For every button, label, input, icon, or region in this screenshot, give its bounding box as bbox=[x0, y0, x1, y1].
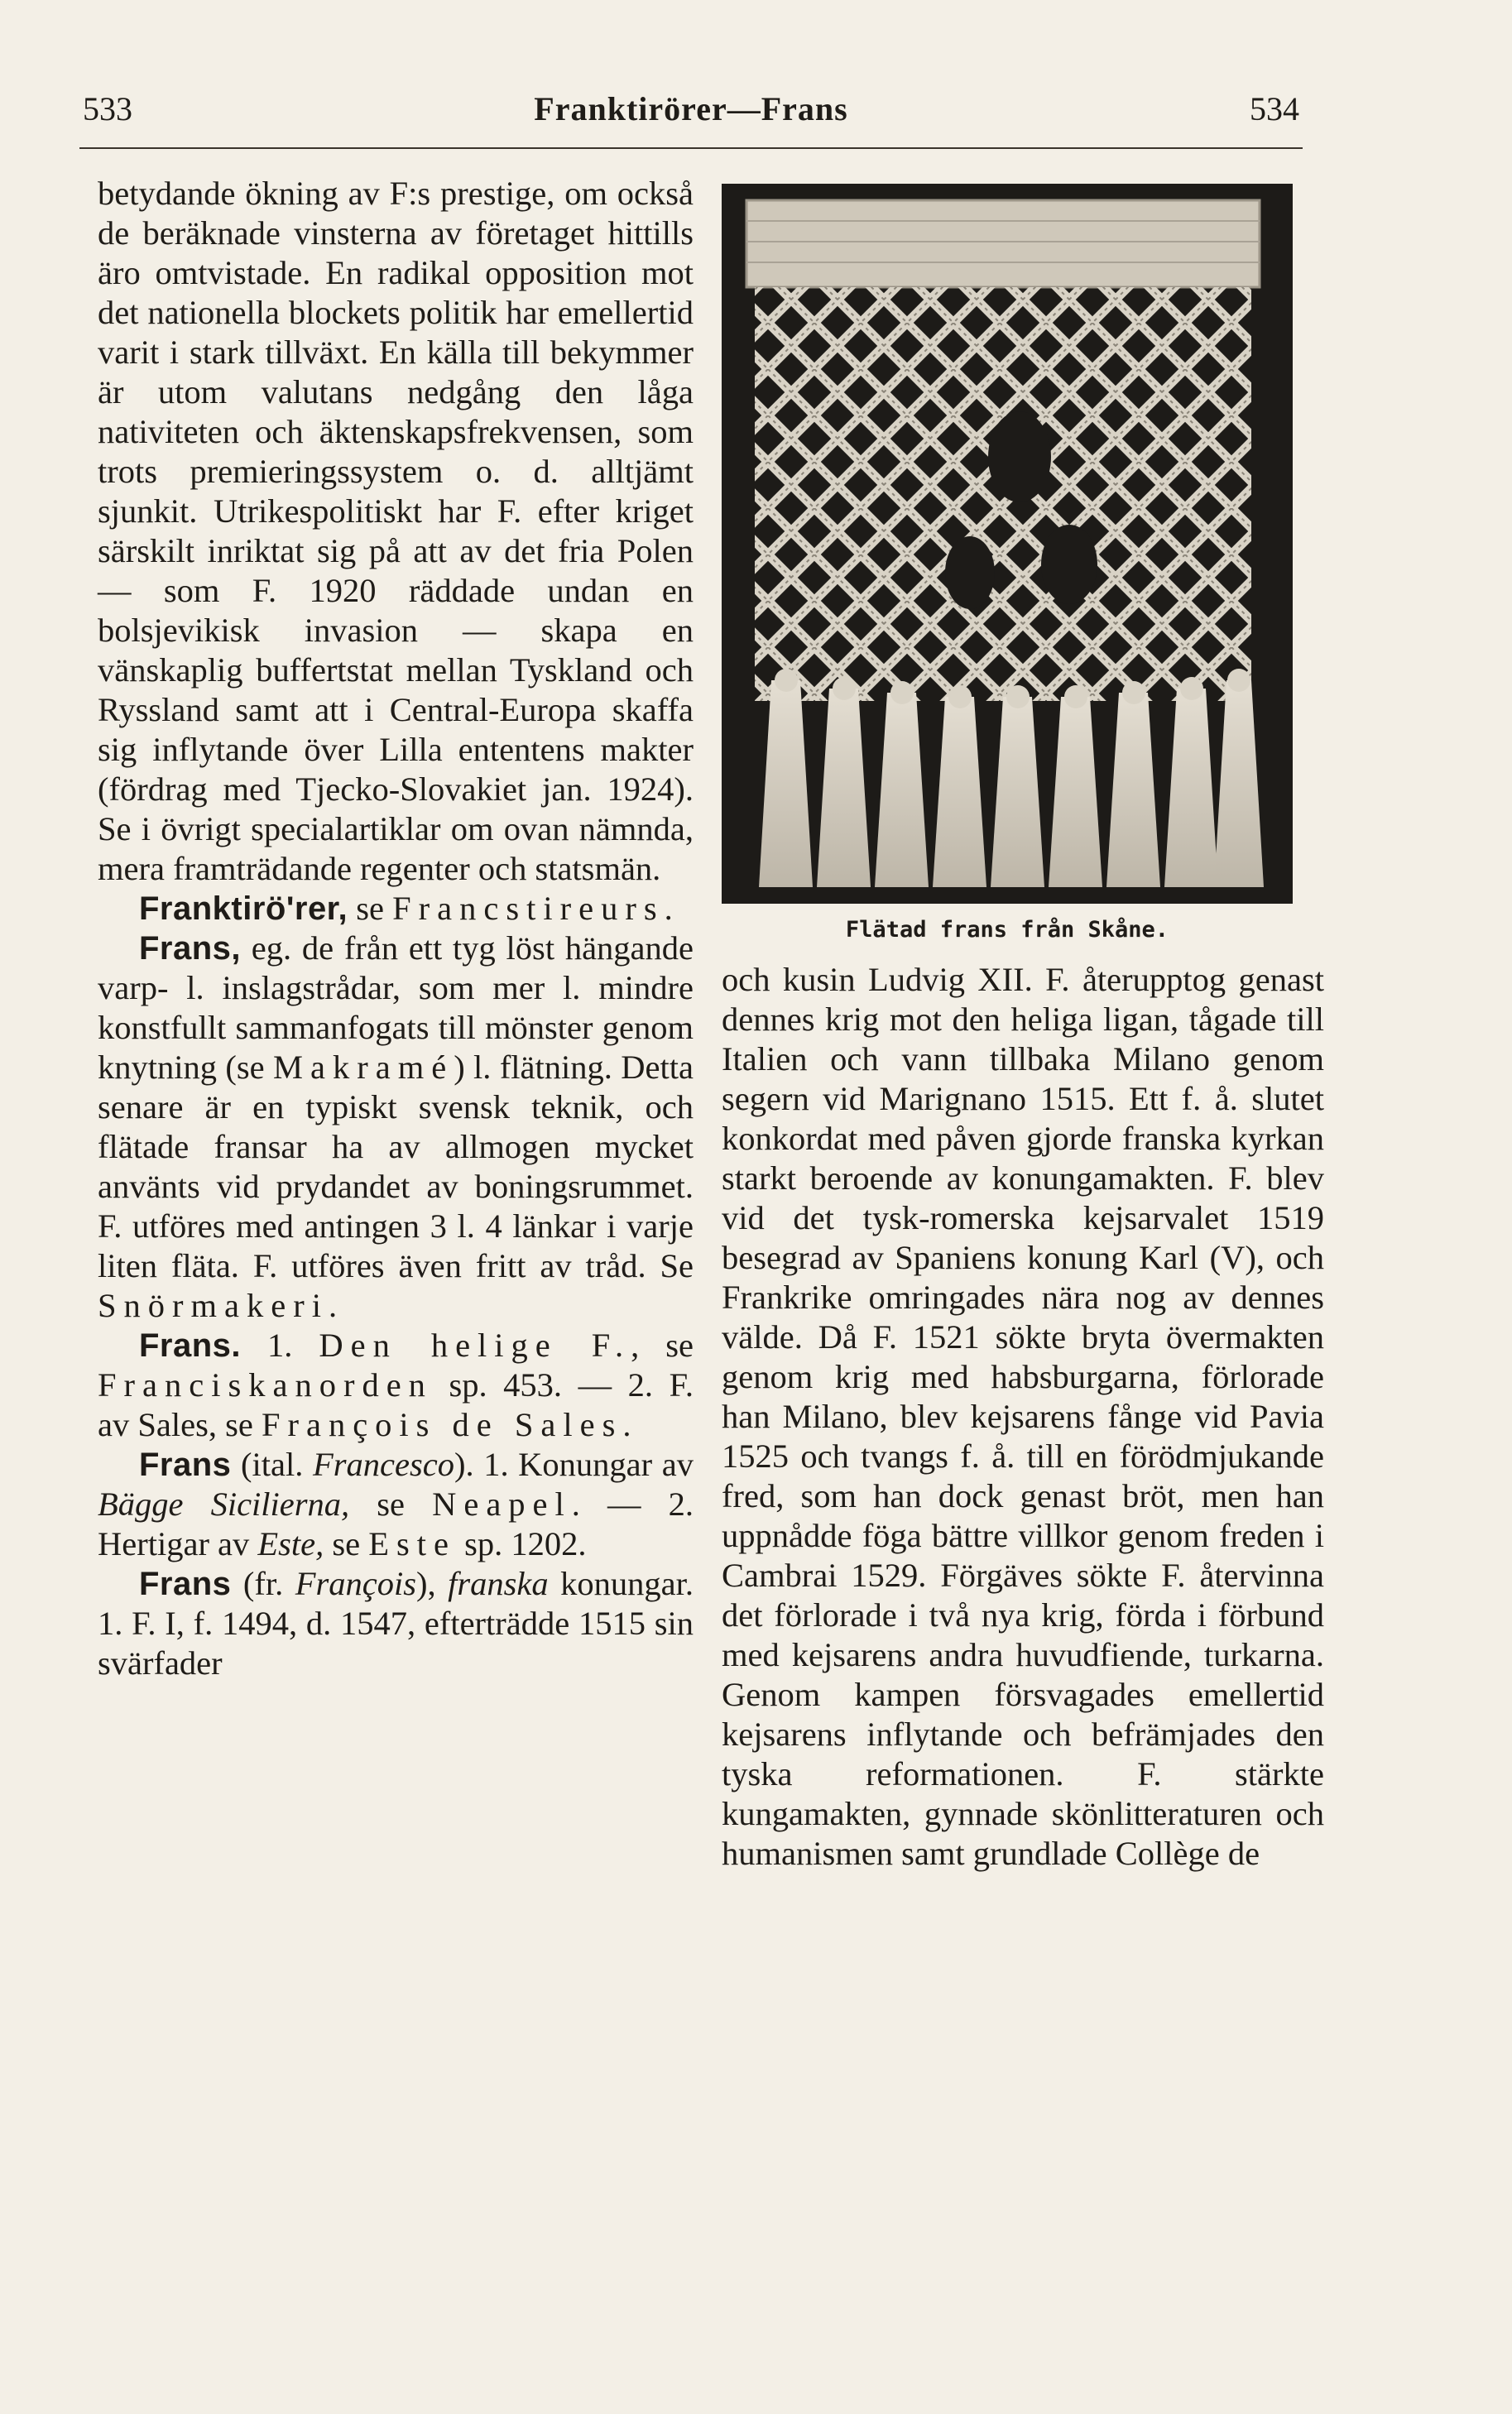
headword: Frans, bbox=[139, 930, 242, 967]
running-title: Franktirörer—Frans bbox=[534, 90, 848, 127]
entry-franktirorer: Franktirö'rer, se Francstireurs. bbox=[139, 890, 673, 927]
cross-reference: Este bbox=[368, 1525, 456, 1562]
page-number-left: 533 bbox=[83, 90, 132, 127]
cross-reference: François de Sales bbox=[261, 1406, 623, 1443]
entry-frans-fringe: Frans, eg. de från ett tyg löst hängande varp- l. inslagstrådar, som mer l. mindre konstfullt sammanfogats till mönster genom knytning (se Makramé) l. flätning. Detta senare är en typiskt svensk teknik, och flätade fransar ha av allmogen mycket använts vid prydandet av boningsrummet. F. utföres med antingen 3 l. 4 länkar i varje liten fläta. F. utföres även fritt av tråd. Se Snörmakeri. bbox=[98, 929, 694, 1324]
cross-reference: Franciskanorden bbox=[98, 1366, 433, 1404]
figure-caption: Flätad frans från Skåne. bbox=[845, 917, 1169, 943]
page-number-right: 534 bbox=[1250, 90, 1299, 127]
headword: Frans bbox=[139, 1566, 232, 1602]
headword: Franktirö'rer, bbox=[139, 890, 348, 927]
left-column bbox=[98, 174, 694, 1683]
right-column bbox=[722, 960, 1324, 1874]
entry-frans-italian: Frans (ital. Francesco). 1. Konungar av Bägge Sicilierna, se Neapel. — 2. Hertigar av Este, se Este sp. 1202. bbox=[98, 1446, 694, 1562]
cross-reference: Neapel bbox=[432, 1485, 572, 1523]
braided-fringe-photo bbox=[722, 184, 1293, 904]
cross-reference: Francstireurs bbox=[392, 890, 665, 927]
entry-frans-french: Frans (fr. François), franska konungar. 1. F. I, f. 1494, d. 1547, efterträdde 1515 sin svärfader bbox=[98, 1565, 694, 1682]
cross-reference: Den helige F. bbox=[319, 1327, 631, 1364]
cross-reference: Makramé bbox=[273, 1049, 454, 1086]
cross-reference: Snörmakeri bbox=[98, 1287, 329, 1324]
fringe-photo-figure bbox=[722, 184, 1293, 912]
continued-paragraph: betydande ökning av F:s prestige, om också de beräknade vinsterna av företaget hittills äro omtvistade. En radikal opposition mot det nationella blockets politik har emellertid varit i stark tillväxt. En källa till bekymmer är utom valutans nedgång den låga nativiteten och äktenskapsfrekvensen, som trots premieringssystem o. d. alltjämt sjunkit. Utrikespolitiskt har F. efter kriget särskilt inriktat sig på att av det fria Polen — som F. 1920 räddade undan en bolsjevikisk invasion — skapa en vänskaplig buffertstat mellan Tyskland och Ryssland samt att i Central-Europa skaffa sig inflytande över Lilla ententens makter (fördrag med Tjecko-Slovakiet jan. 1924). Se i övrigt specialartiklar om ovan nämnda, mera framträdande regenter och statsmän. bbox=[98, 175, 694, 887]
entry-frans-saints: Frans. 1. Den helige F., se Franciskanorden sp. 453. — 2. F. av Sales, se François de Sales. bbox=[98, 1327, 694, 1443]
continued-paragraph: och kusin Ludvig XII. F. återupptog genast dennes krig mot den heliga ligan, tågade till Italien och vann tillbaka Milano genom segern vid Marignano 1515. Ett f. å. slutet konkordat med påven gjorde franska kyrkan starkt beroende av konungamakten. F. blev vid det tysk-romerska kejsarvalet 1519 besegrad av Spaniens konung Karl (V), och Frankrike omringades nära nog av dennes välde. Då F. 1521 sökte bryta övermakten genom krig med habsburgarna, förlorade han Milano, blev kejsarens fånge vid Pavia 1525 och tvangs f. å. till en förödmjukande fred, som han dock genast bröt, men han uppnådde föga bättre villkor genom freden i Cambrai 1529. Förgäves sökte F. återvinna det förlorade i två nya krig, förda i förbund med kejsarens andra huvudfiende, turkarna. Genom kampen försvagades emellertid kejsarens inflytande och befrämjades den tyska reformationen. F. stärkte kungamakten, gynnade skönlitteraturen och humanismen samt grundlade Collège de bbox=[722, 961, 1324, 1872]
running-header bbox=[83, 89, 1299, 139]
header-rule bbox=[79, 147, 1303, 149]
headword: Frans bbox=[139, 1447, 232, 1483]
headword: Frans. bbox=[139, 1327, 242, 1364]
